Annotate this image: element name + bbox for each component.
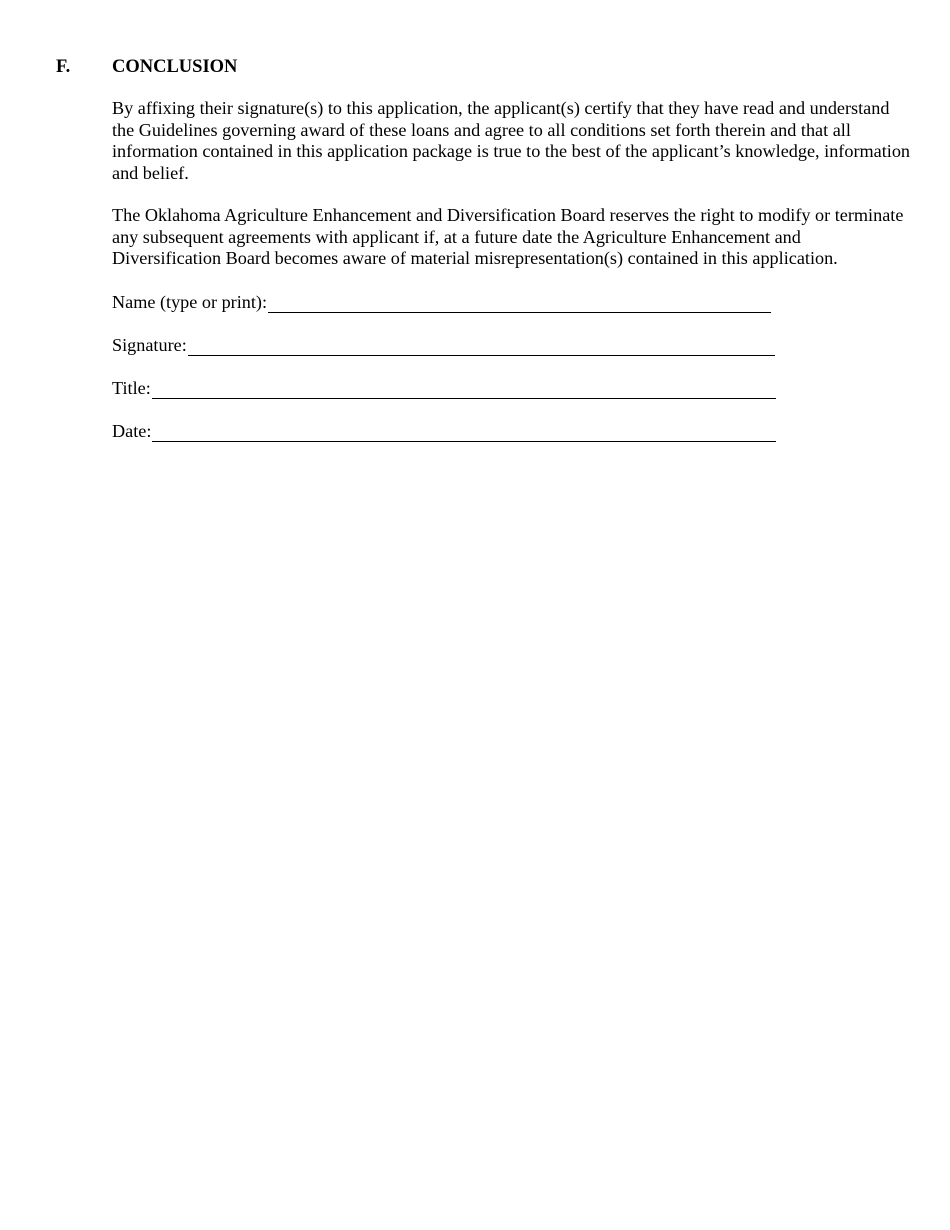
name-line[interactable] — [268, 295, 771, 313]
signature-line[interactable] — [188, 338, 775, 356]
section-heading — [56, 56, 237, 78]
date-field[interactable] — [112, 420, 776, 442]
date-line[interactable] — [152, 424, 776, 442]
certification-paragraph: By affixing their signature(s) to this application, the applicant(s) certify that they have read and understand the Guidelines governing award of these loans and agree to all conditions set forth therein and that all information contained in this application package is true to the best of the applicant’s knowledge, information and belief. — [112, 98, 911, 183]
reservation-paragraph: The Oklahoma Agriculture Enhancement and Diversification Board reserves the right to modify or terminate any subsequent agreements with applicant if, at a future date the Agriculture Enhancement and Diversification Board becomes aware of material misrepresentation(s) contained in this application. — [112, 205, 904, 269]
name-field[interactable] — [112, 291, 771, 313]
section-letter: F. — [56, 57, 71, 77]
signature-label: Signature: — [112, 335, 187, 355]
date-label: Date: — [112, 421, 152, 441]
signature-field[interactable] — [112, 334, 775, 356]
title-field[interactable] — [112, 377, 776, 399]
section-title: CONCLUSION — [112, 57, 238, 77]
name-label: Name (type or print): — [112, 292, 268, 312]
title-line[interactable] — [152, 381, 776, 399]
title-label: Title: — [112, 378, 151, 398]
